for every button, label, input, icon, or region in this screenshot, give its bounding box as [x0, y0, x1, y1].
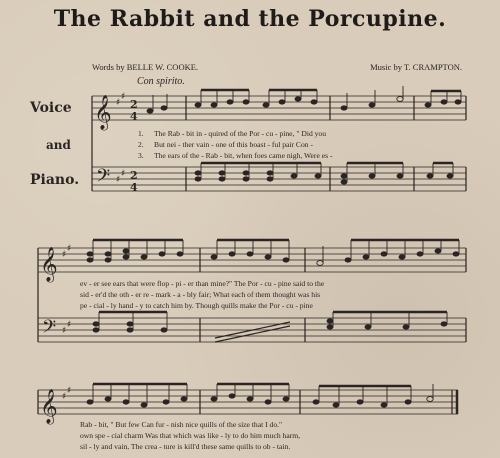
svg-text:♯: ♯ — [121, 92, 126, 102]
svg-text:♯: ♯ — [67, 320, 72, 330]
treble-clef-icon: 𝄞 — [40, 247, 58, 282]
svg-text:♯: ♯ — [62, 250, 67, 260]
part-label-voice: Voice — [30, 100, 72, 116]
svg-text:♯: ♯ — [62, 326, 67, 336]
words-credit: Words by BELLE W. COOKE. — [92, 62, 199, 72]
svg-text:4: 4 — [130, 110, 138, 123]
lyric-line: ev - er see ears that were flop - pi - er than mine?" The Por - cu - pine said to the — [80, 279, 325, 288]
part-label-piano: Piano. — [30, 172, 80, 188]
svg-text:♯: ♯ — [116, 98, 121, 108]
verse-number-1: 1. — [138, 129, 144, 138]
song-title: The Rabbit and the Porcupine. — [53, 6, 447, 32]
bass-clef-icon: 𝄢 — [96, 166, 111, 191]
lyric-line: sil - ly and vain, The crea - ture is kill'd these same quills to ob - tain. — [80, 442, 291, 451]
notes-system3 — [87, 384, 433, 407]
svg-text:♯: ♯ — [116, 175, 121, 185]
bass-clef-icon: 𝄢 — [42, 317, 57, 342]
treble-clef-icon: 𝄞 — [94, 95, 112, 130]
lyric-line: pe - cial - ly hand - y to catch him by. Though quills make the Por - cu - pine — [80, 301, 313, 310]
lyric-line: Rab - bit, " But few Can fur - nish nice quills of the size that I do." — [80, 420, 283, 429]
lyric-line: sid - er'd the oth - er re - mark - a - bly fair; What each of them thought was his — [80, 290, 321, 299]
svg-text:♯: ♯ — [62, 392, 67, 402]
svg-text:4: 4 — [130, 181, 138, 194]
part-label-and: and — [46, 138, 71, 152]
svg-text:♯: ♯ — [67, 386, 72, 396]
tempo-marking: Con spirito. — [137, 76, 185, 87]
svg-text:♯: ♯ — [67, 244, 72, 254]
lyric-line: own spe - cial charm Was that which was like - ly to do him much harm, — [80, 431, 301, 440]
svg-text:♯: ♯ — [121, 169, 126, 179]
music-credit: Music by T. CRAMPTON. — [370, 62, 462, 72]
verse-number-2: 2. — [138, 140, 144, 149]
lyric-line: The Rab - bit in - quired of the Por - cu - pine, " Did you — [154, 129, 327, 138]
time-signature: 2 — [130, 98, 138, 111]
treble-clef-icon: 𝄞 — [40, 389, 58, 424]
svg-text:2: 2 — [130, 169, 138, 182]
lyric-line: The ears of the - Rab - bit, when foes came nigh, Were es - — [154, 151, 333, 160]
lyric-line: But nei - ther vain - one of this boast - ful pair Con - — [154, 140, 314, 149]
verse-number-3: 3. — [138, 151, 144, 160]
